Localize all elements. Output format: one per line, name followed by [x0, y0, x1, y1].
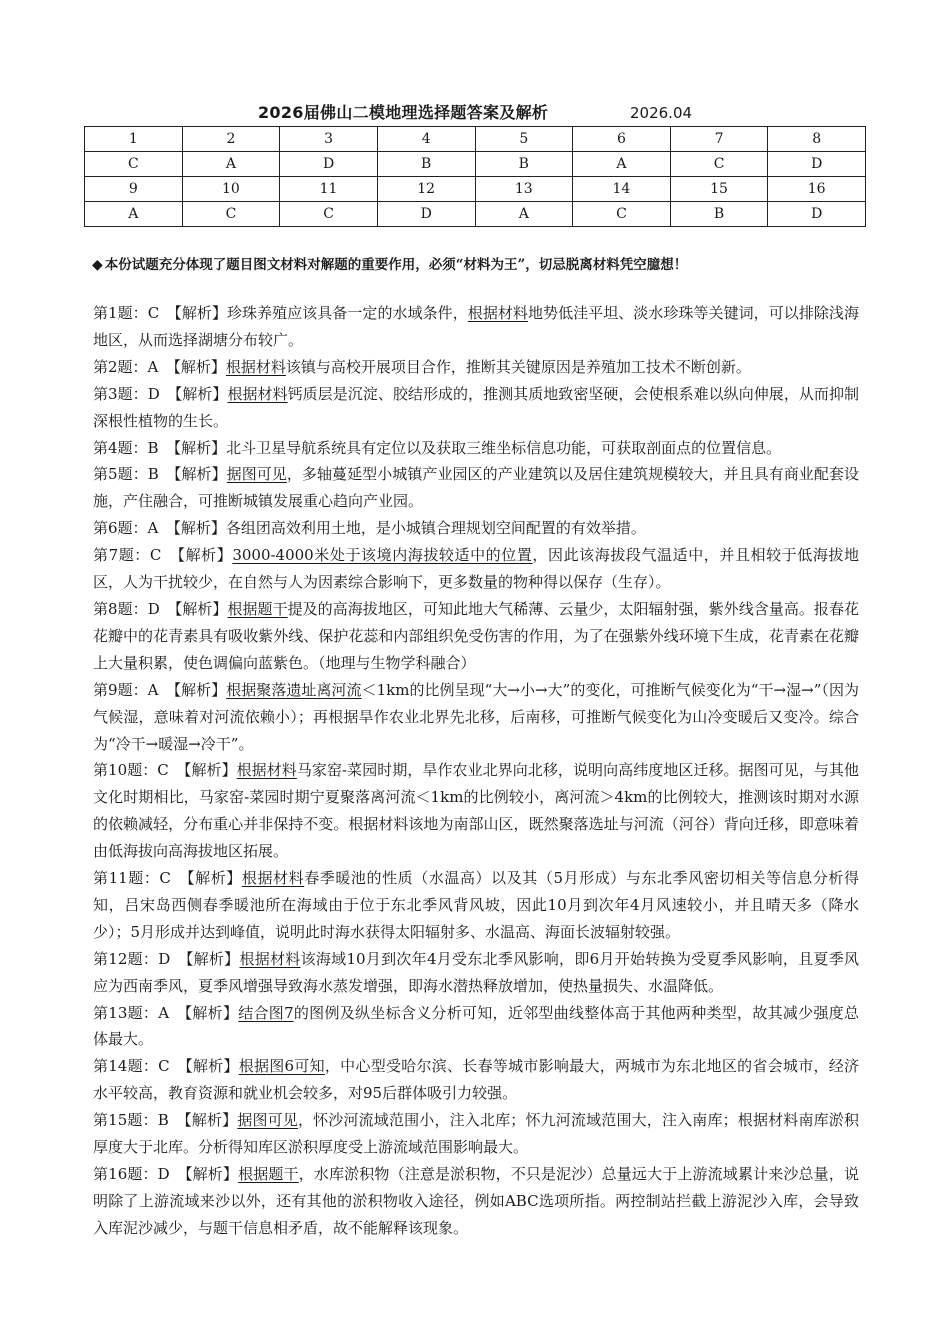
explanation-key-phrase: 据图可见	[237, 1111, 298, 1130]
explanation-key-phrase: 根据材料	[241, 869, 305, 888]
explanation-paragraph	[93, 435, 859, 462]
answer-row	[85, 152, 866, 177]
question-number-cell: 10	[182, 177, 280, 202]
answer-cell: B	[670, 202, 768, 227]
explanation-paragraph	[93, 1053, 859, 1107]
explanation-key-phrase: 根据聚落遗址离河流	[226, 680, 362, 699]
explanation-paragraph	[93, 596, 859, 677]
question-number-row	[85, 177, 866, 202]
explanation-key-phrase: 根据材料	[225, 357, 286, 376]
question-number-cell: 2	[182, 127, 280, 152]
answer-cell: A	[475, 202, 573, 227]
explanation-lead: 第10题：C 【解析】	[93, 761, 237, 780]
explanation-key-phrase: 根据题干	[238, 1165, 299, 1183]
explanation-lead: 第7题：C 【解析】	[93, 546, 233, 565]
answer-cell: B	[475, 152, 573, 177]
answer-cell: A	[573, 152, 671, 177]
question-number-cell: 16	[768, 177, 866, 202]
explanation-body: 提及的高海拔地区，可知此地大气稀薄、云量少，太阳辐射强，紫外线含量高。报春花花瓣中的花青素具有吸收紫外线、保护花蕊和内部组织免受伤害的作用，为了在强紫外线环境下生成，花青素在花瓣上大量积累，使色调偏向蓝紫色。（地理与生物学科融合）	[93, 599, 859, 672]
question-number-cell: 1	[85, 127, 183, 152]
explanation-body: 该海域10月到次年4月受东北季风影响，即6月开始转换为受夏季风影响，且夏季风应为西南季风，夏季风增强导致海水蒸发增强，即海水潜热释放增加，使热量损失、水温降低。	[93, 949, 859, 995]
explanation-paragraph	[93, 381, 859, 435]
explanation-lead: 第14题：C 【解析】	[93, 1057, 239, 1076]
explanation-lead: 第9题：A 【解析】	[93, 680, 227, 699]
explanation-lead: 第2题：A 【解析】	[93, 357, 226, 376]
explanation-key-phrase: 根据材料	[467, 304, 528, 322]
question-number-cell: 13	[475, 177, 573, 202]
explanation-body: ，因此该海拔段气温适中，并且相较于低海拔地区，人为干扰较少，在自然与人为因素综合影响下，更多数量的物种得以保存（生存）。	[93, 546, 859, 592]
question-number-cell: 14	[573, 177, 671, 202]
explanations-section	[93, 300, 859, 1242]
explanation-key-phrase: 根据材料	[227, 384, 288, 403]
explanation-body: 地势低洼平坦、淡水珍珠等关键词，可以排除浅海地区，从而选择湖塘分布较广。	[93, 304, 859, 349]
answer-cell: C	[182, 202, 280, 227]
explanation-lead: 第1题：C 【解析】珍珠养殖应该具备一定的水域条件，	[93, 304, 468, 322]
explanation-body: 该镇与高校开展项目合作，推断其关键原因是养殖加工技术不断创新。	[285, 357, 751, 376]
explanation-paragraph	[93, 542, 859, 596]
question-number-cell: 4	[377, 127, 475, 152]
question-number-cell: 15	[670, 177, 768, 202]
explanation-body: ，怀沙河流域范围小，注入北库；怀九河流域范围大，注入南库；根据材料南库淤积厚度大于北库。分析得知库区淤积厚度受上游流域范围影响最大。	[93, 1111, 859, 1157]
explanation-paragraph	[93, 757, 859, 865]
answer-cell: D	[280, 152, 378, 177]
question-number-row	[85, 127, 866, 152]
answer-cell: C	[573, 202, 671, 227]
document-date: 2026.04	[630, 104, 693, 122]
explanation-lead: 第5题：B 【解析】	[93, 465, 227, 484]
explanation-paragraph	[93, 1161, 859, 1242]
answer-cell: A	[85, 202, 183, 227]
explanation-paragraph	[93, 461, 859, 515]
explanation-paragraph	[93, 1000, 859, 1054]
explanation-paragraph	[93, 515, 859, 542]
answer-table	[84, 126, 866, 227]
question-number-cell: 11	[280, 177, 378, 202]
answer-cell: D	[768, 202, 866, 227]
question-number-cell: 7	[670, 127, 768, 152]
explanation-lead: 第11题：C 【解析】	[93, 869, 242, 888]
question-number-cell: 3	[280, 127, 378, 152]
explanation-paragraph	[93, 300, 859, 354]
answer-cell: C	[280, 202, 378, 227]
explanation-lead: 第4题：B 【解析】北斗卫星导航系统具有定位以及获取三维坐标信息功能，可获取剖面点的位置信息。	[93, 438, 782, 457]
explanation-key-phrase: 3000-4000米处于该境内海拔较适中的位置	[232, 546, 533, 565]
document-header	[0, 100, 950, 126]
explanation-lead: 第6题：A 【解析】各组团高效利用土地，是小城镇合理规划空间配置的有效举措。	[93, 519, 646, 538]
notice-line	[92, 254, 872, 276]
explanation-body: 马家窑-菜园时期，旱作农业北界向北移，说明向高纬度地区迁移。据图可见，与其他文化时期相比，马家窑-菜园时期宁夏聚落离河流＜1km的比例较小，离河流＞4km的比例较大，推测该时期对水源的依赖减轻，分布重心并非保持不变。根据材料该地为南部山区，既然聚落选址与河流（河谷）背向迁移，即意味着由低海拔向高海拔地区拓展。	[93, 761, 859, 861]
explanation-paragraph	[93, 1107, 859, 1161]
explanation-paragraph	[93, 865, 859, 946]
explanation-lead: 第13题：A 【解析】	[93, 1003, 239, 1022]
explanation-key-phrase: 据图可见	[226, 465, 287, 484]
explanation-body: ，中心型受哈尔滨、长春等城市影响最大，两城市为东北地区的省会城市，经济水平较高，教育资源和就业机会较多，对95后群体吸引力较强。	[93, 1057, 859, 1103]
question-number-cell: 12	[377, 177, 475, 202]
explanation-paragraph	[93, 946, 859, 1000]
question-number-cell: 8	[768, 127, 866, 152]
explanation-lead: 第12题：D 【解析】	[93, 949, 240, 968]
question-number-cell: 6	[573, 127, 671, 152]
explanation-lead: 第16题：D 【解析】	[93, 1165, 239, 1183]
explanation-key-phrase: 根据材料	[236, 761, 297, 780]
explanation-lead: 第8题：D 【解析】	[93, 599, 228, 618]
answer-row	[85, 202, 866, 227]
explanation-paragraph	[93, 677, 859, 758]
explanation-key-phrase: 根据材料	[239, 949, 301, 968]
explanation-body: 的图例及纵坐标含义分析可知，近邻型曲线整体高于其他两种类型，故其减少强度总体最大。	[93, 1003, 860, 1049]
explanation-lead: 第15题：B 【解析】	[93, 1111, 238, 1130]
answer-cell: D	[377, 202, 475, 227]
explanation-key-phrase: 根据题干	[227, 599, 288, 618]
explanation-body: ＜1km的比例呈现“大→小→大”的变化，可推断气候变化为“干→湿→”（因为气候湿，意味着对河流依赖小）；再根据旱作农业北界先北移，后南移，可推断气候变化为山冷变暖后又变冷。综合为“冷干→暖湿→冷干”。	[93, 680, 859, 753]
answer-cell: A	[182, 152, 280, 177]
question-number-cell: 9	[85, 177, 183, 202]
document-title: 2026届佛山二模地理选择题答案及解析	[258, 103, 549, 122]
answer-cell: C	[85, 152, 183, 177]
diamond-bullet-icon: ◆	[92, 257, 103, 273]
explanation-body: ，多轴蔓延型小城镇产业园区的产业建筑以及居住建筑规模较大，并且具有商业配套设施，产住融合，可推断城镇发展重心趋向产业园。	[93, 465, 859, 511]
answer-cell: B	[377, 152, 475, 177]
explanation-key-phrase: 结合图7	[238, 1003, 294, 1022]
question-number-cell: 5	[475, 127, 573, 152]
explanation-paragraph	[93, 354, 859, 381]
explanation-lead: 第3题：D 【解析】	[93, 384, 228, 403]
answer-cell: C	[670, 152, 768, 177]
answer-cell: D	[768, 152, 866, 177]
explanation-body: ，水库淤积物（注意是淤积物，不只是泥沙）总量远大于上游流域累计来沙总量，说明除了上游流域来沙以外，还有其他的淤积物收入途径，例如ABC选项所指。两控制站拦截上游泥沙入库，会导致入库泥沙减少，与题干信息相矛盾，故不能解释该现象。	[93, 1165, 859, 1237]
explanation-body: 钙质层是沉淀、胶结形成的，推测其质地致密坚硬，会使根系难以纵向伸展，从而抑制深根性植物的生长。	[93, 384, 859, 430]
explanation-body: 春季暖池的性质（水温高）以及其（5月形成）与东北季风密切相关等信息分析得知，吕宋岛西侧春季暖池所在海域由于位于东北季风背风坡，因此10月到次年4月风速较小，并且晴天多（降水少）；5月形成并达到峰值，说明此时海水获得太阳辐射多、水温高、海面长波辐射较强。	[93, 869, 859, 941]
notice-text: 本份试题充分体现了题目图文材料对解题的重要作用，必须“材料为王”，切忌脱离材料凭空臆想！	[104, 257, 688, 273]
explanation-key-phrase: 根据图6可知	[238, 1057, 325, 1076]
